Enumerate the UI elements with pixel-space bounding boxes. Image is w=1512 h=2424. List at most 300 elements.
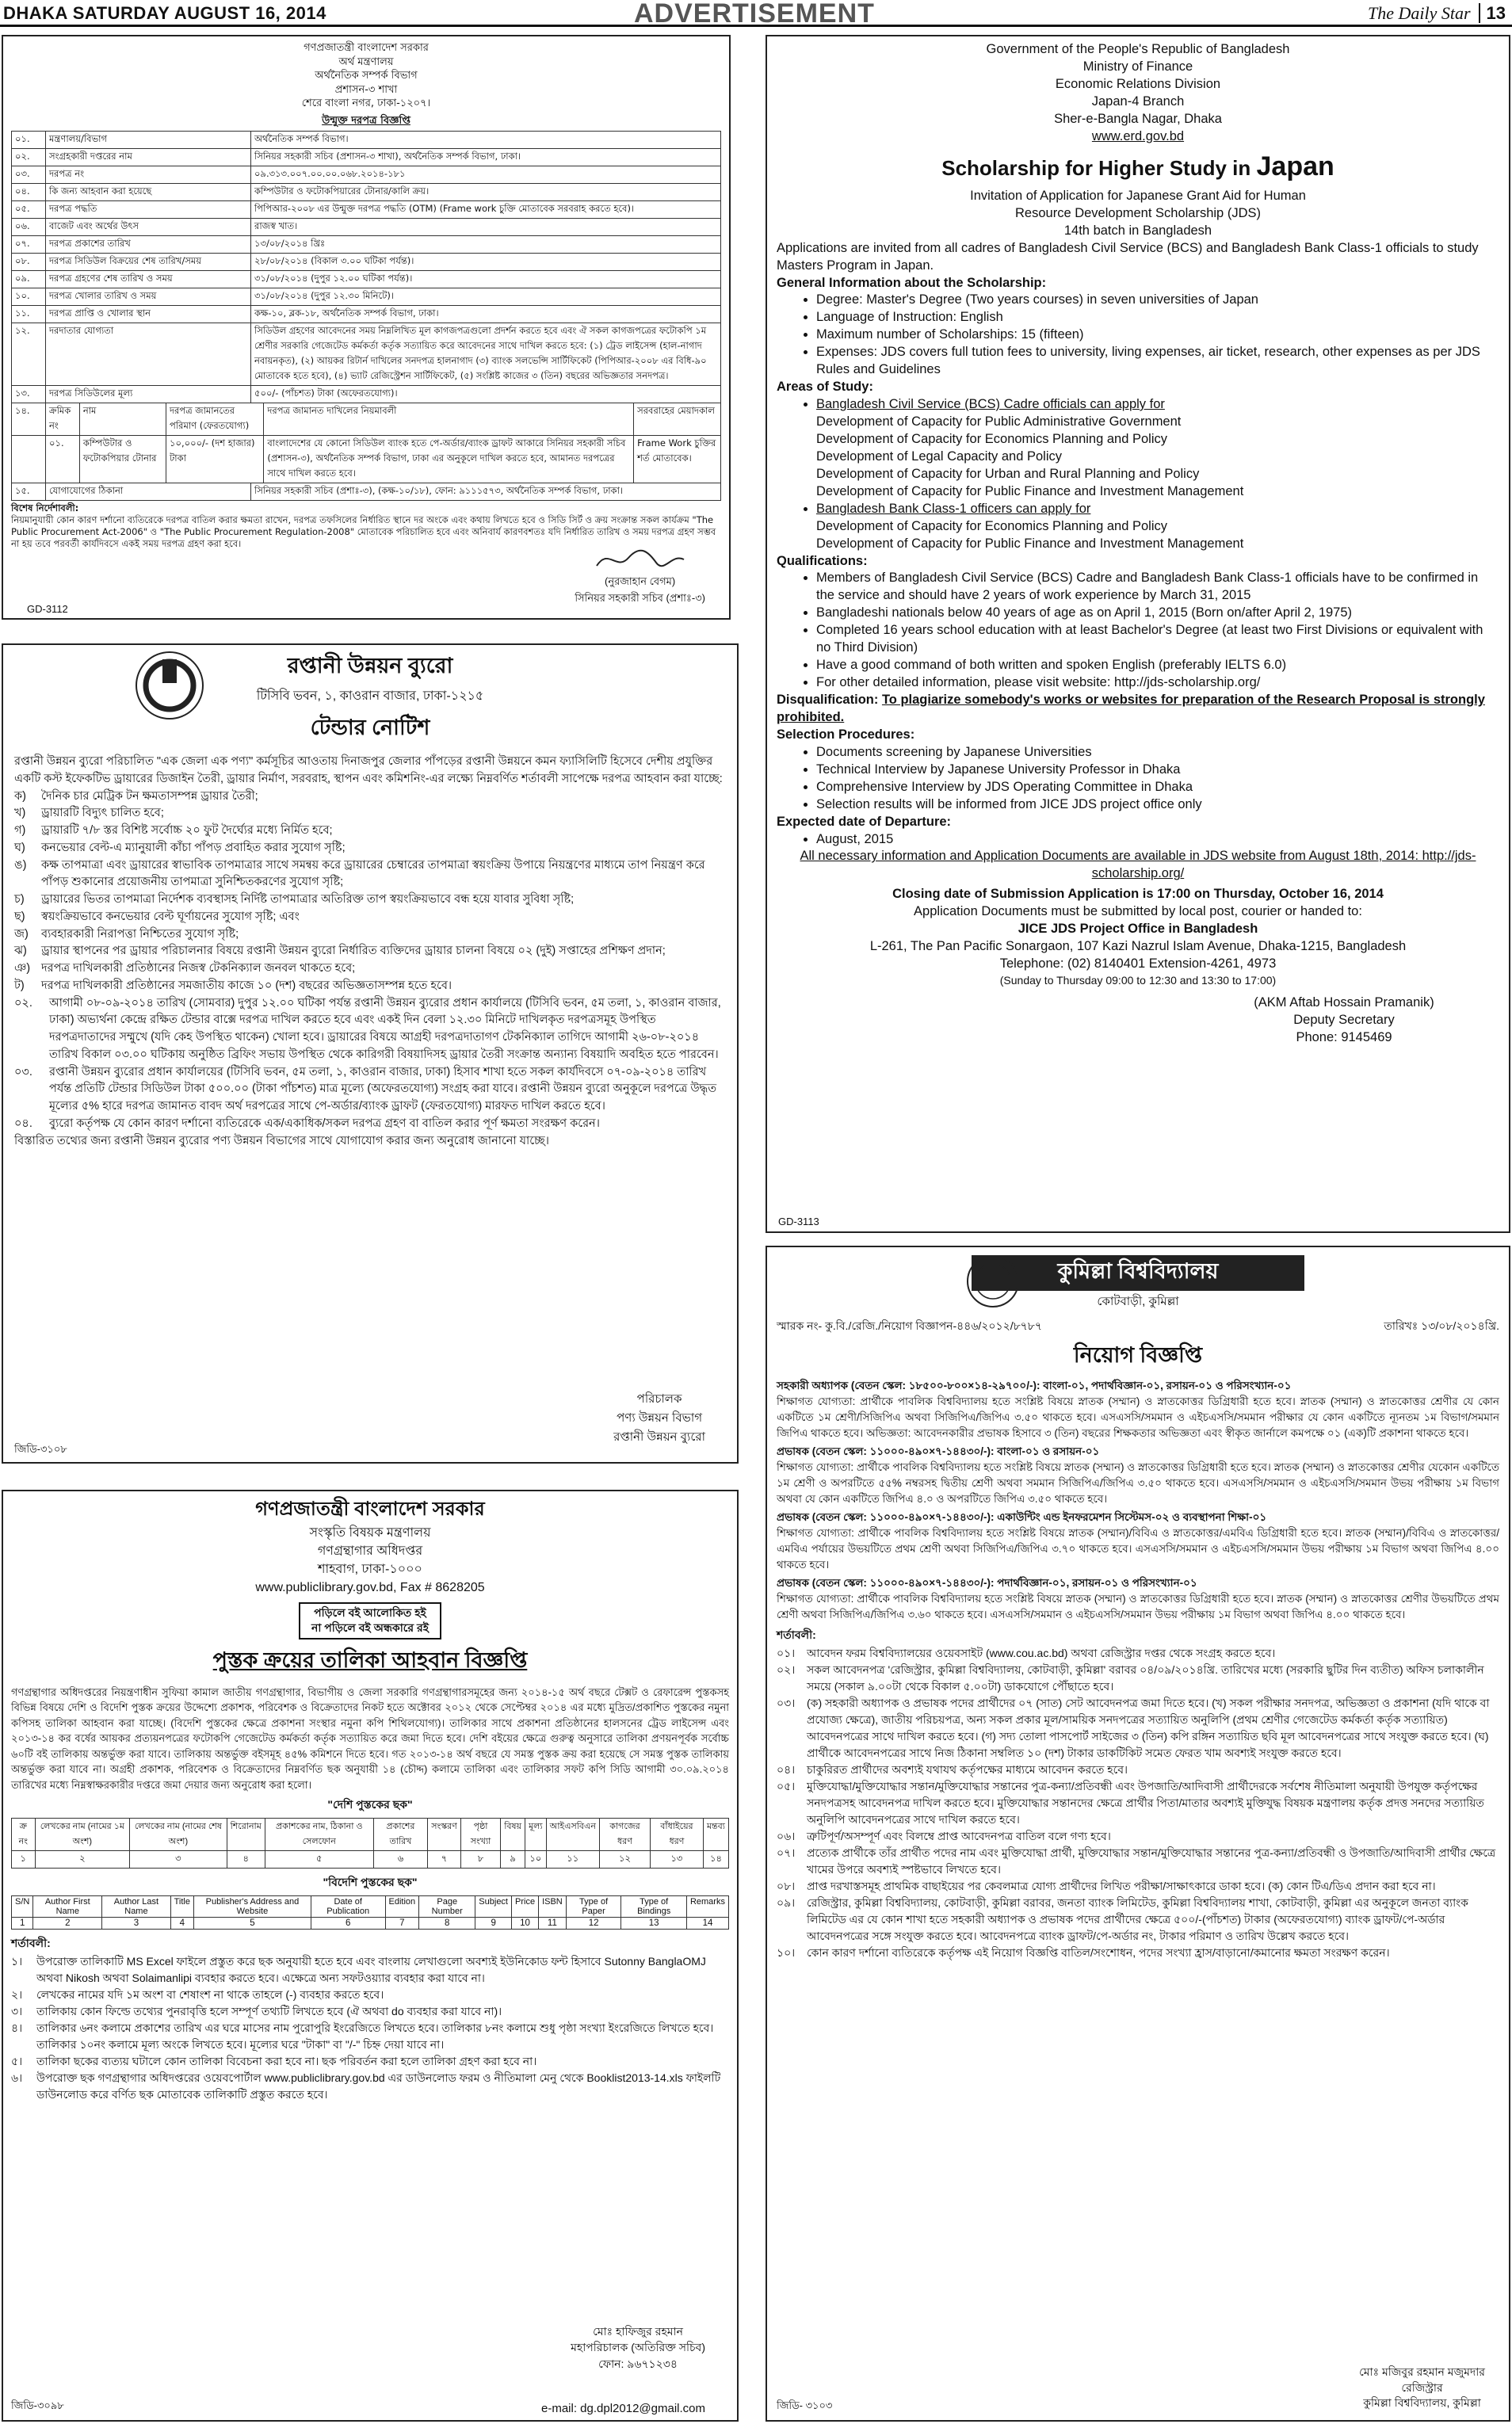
list-text: ড্রায়ারটি ৭/৮ স্তর বিশিষ্ট সর্বোচ্চ ২০ ফুট দৈর্ঘ্যের মধ্যে নির্মিত হবে; [41, 824, 333, 837]
list-item [14, 926, 726, 944]
erd-tel: Telephone: (02) 8140401 Extension-4261, 4973 [999, 956, 1277, 972]
list-item [14, 1064, 726, 1116]
column-header: Remarks [686, 1896, 728, 1918]
column-number: 4 [170, 1918, 193, 1930]
section-title: ADVERTISEMENT [634, 0, 875, 29]
erd-title-japan: Japan [1256, 151, 1334, 181]
cou-notice: নিয়োগ বিজ্ঞপ্তি [1073, 1343, 1203, 1367]
table-row [12, 288, 721, 306]
cou-memo-line [777, 1317, 1499, 1336]
table-row [12, 436, 721, 483]
column-number: ৩ [130, 1851, 227, 1869]
list-item: • Selection results will be informed from JICE JDS project office only [816, 796, 1499, 814]
erd-signer-title: Deputy Secretary [1293, 1012, 1395, 1027]
library-email[interactable]: e-mail: dg.dpl2012@gmail.com [541, 2402, 705, 2415]
row-value: পিপিআর-২০০৮ এর উন্মুক্ত দরপত্র পদ্ধতি (OTM) (Frame work চুক্তি মোতাবেক সরবরাহ করতে হবে)। [251, 201, 721, 219]
row-value: রাজস্ব খাত। [251, 219, 721, 236]
list-text: সকল আবেদনপত্র 'রেজিস্ট্রার, কুমিল্লা বিশ্ববিদ্যালয়, কোটবাড়ী, কুমিল্লা' বরাবর ০৪/০৯/২০১৪খ্রি. তারিখের মধ্যে (সরকারি ছুটির দিন ব্যতীত) অফিস চলাকালীন সময়ে (সকাল ৯.০০টা থেকে বিকাল ৫.০০টা) ডাকযোগে পৌঁছাতে হবে। [807, 1662, 1484, 1693]
list-text: ব্যুরো কর্তৃপক্ষ যে কোন কারণ দর্শানো ব্যতিরেকে এক/একাধিক/সকল দরপত্র গ্রহণ বা বাতিল করার পূর্ণ ক্ষমতা সংরক্ষণ করেন। [49, 1117, 600, 1130]
list-text: রেজিস্ট্রার, কুমিল্লা বিশ্ববিদ্যালয়, কোটবাড়ী, কুমিল্লা বরাবর, জনতা ব্যাংক লিমিটেড, কুমিল্লা বিশ্ববিদ্যালয় শাখা, কোটবাড়ী, কুমিল্লা এর অনুকূলে জনতা ব্যাংক লিমিটেড এর যে কোন শাখা হতে সহকারী অধ্যাপক ও প্রভাষক পদের প্রার্থীদের ক্ষেত্রে ৫০০/-(পাঁচশত) টাকার (অফেরতযোগ্য) ব্যাংক ড্রাফট/পে-অর্ডার আবেদনপত্রের সঙ্গে সংযুক্ত করতে হবে। আবেদনপত্রে ব্যাংক ড্রাফট/পে-অর্ডার নং, টাকার পরিমাণ ও তারিখ উল্লেখ করতে হবে। [807, 1895, 1468, 1942]
list-marker: ঞ) [14, 962, 31, 975]
column-number: ১ [12, 1851, 36, 1869]
library-slogan [11, 1602, 729, 1640]
erd-subtitle-line: Resource Development Scholarship (JDS) [1015, 205, 1261, 220]
list-marker: ০৬। [777, 1829, 796, 1842]
table-row [12, 149, 721, 166]
row-number: ০২. [12, 149, 46, 166]
row-label: দরপত্র নং [46, 166, 251, 184]
column-header: সংস্করণ [428, 1819, 461, 1851]
erd-disq-text: To plagiarize somebody's works or websites for preparation of the Research Proposal is strongly prohibited. [777, 693, 1485, 724]
list-item: Development of Capacity for Public Finance and Investment Management [816, 483, 1244, 498]
library-deshi-table [11, 1818, 729, 1869]
epb-notice: টেন্ডার নোটিশ [310, 716, 430, 739]
column-number: 14 [686, 1918, 728, 1930]
list-marker: ঘ) [14, 841, 25, 854]
column-header: S/N [12, 1896, 33, 1918]
erd-header-line: Ministry of Finance [1082, 59, 1193, 74]
cou-signature-block [1359, 2365, 1485, 2411]
column-number: ১০ [525, 1851, 547, 1869]
post-body: শিক্ষাগত যোগ্যতা: প্রার্থীকে পাবলিক বিশ্ববিদ্যালয় হতে সংশ্লিষ্ট বিষয়ে স্নাতক (সম্মান) ও স্নাতকোত্তর ডিগ্রিধারী হতে হবে। স্নাতক (সম্মান) ও স্নাতকোত্তর শ্রেণীর যেকোন একটিতে ১ম শ্রেণী ও অপরটিতে ৫৫% নম্বরসহ দ্বিতীয় শ্রেণী অথবা সমমান সিজিপিএ/জিপিএ ৩.৫০ থাকতে হবে। এসএসসি/সমমান ও এইচএসসি/সমমান উভয় পরীক্ষায় ১ম বিভাগ অথবা যে কোন একটিতে জিপিএ ৪.০ ও অপরটিতে জিপিএ ৩.৫০ থাকতে হবে। [777, 1460, 1499, 1505]
column-number: ২ [35, 1851, 130, 1869]
list-item: Development of Capacity for Public Administrative Government [816, 414, 1182, 429]
epb-signature-block [613, 1390, 705, 1447]
row-label: দরপত্র প্রকাশের তারিখ [46, 236, 251, 254]
row-number: ০৯. [12, 271, 46, 288]
list-marker: জ) [14, 927, 29, 941]
row-number: ১১. [12, 306, 46, 323]
erd-subtitle-line: 14th batch in Bangladesh [1063, 223, 1212, 238]
column-number: 12 [566, 1918, 621, 1930]
column-number: ৬ [373, 1851, 427, 1869]
list-marker: ০২. [14, 996, 32, 1010]
epb-footer: বিস্তারিত তথ্যের জন্য রপ্তানী উন্নয়ন ব্যুরোর পণ্য উন্নয়ন বিভাগের সাথে যোগাযোগ করার জন্য অনুরোধ জানানো যাচ্ছে। [14, 1134, 549, 1147]
finance-signer-title: সিনিয়র সহকারী সচিব (প্রশাঃ-৩) [575, 592, 705, 604]
erd-header-line: Government of the People's Republic of Bangladesh [986, 42, 1290, 56]
list-item [14, 788, 726, 806]
finance-contact-row [11, 483, 721, 501]
column-number: 1 [12, 1918, 33, 1930]
list-item: • Bangladeshi nationals below 40 years of age as on April 1, 2015 (Born on/after April 2, 1975) [816, 605, 1499, 622]
cou-signer-org: কুমিল্লা বিশ্ববিদ্যালয়, কুমিল্লা [1363, 2396, 1481, 2410]
list-text: প্রাপ্ত দরখাস্তসমূহ প্রাথমিক বাছাইয়ের পর কেবলমাত্র যোগ্য প্রার্থীদের লিখিত পরীক্ষা/সাক্ষাৎকারে ডাকা হবে। (ক) কোন টিএ/ডিএ প্রদান করা হবে না। [807, 1879, 1436, 1892]
erd-signature-block [1189, 994, 1499, 1047]
list-item [14, 960, 726, 978]
row-label: বাজেট এবং অর্থের উৎস [46, 219, 251, 236]
library-slogan-box [299, 1602, 441, 1640]
list-item: • Have a good command of both written and spoken English (preferably IELTS 6.0) [816, 657, 1499, 674]
table-row [12, 201, 721, 219]
finance-code: GD-3112 [27, 603, 68, 615]
erd-general-head: General Information about the Scholarship: [777, 275, 1047, 290]
list-item [777, 1778, 1499, 1828]
list-item: • Degree: Master's Degree (Two years courses) in seven universities of Japan [816, 292, 1499, 309]
library-terms-head: শর্তাবলী: [11, 1937, 51, 1950]
list-marker: ঝ) [14, 945, 27, 958]
list-marker: ০৪। [777, 1762, 796, 1776]
table-row [12, 306, 721, 323]
erd-bb-head: • Bangladesh Bank Class-1 officers can apply for [816, 501, 1499, 518]
ad-comilla-university [766, 1246, 1510, 2422]
table-row [12, 1918, 729, 1930]
cou-signer-title: রেজিস্ট্রার [1401, 2380, 1443, 2394]
row-number: ১৫. [12, 483, 46, 501]
finance-table [11, 131, 721, 403]
post-block [777, 1510, 1499, 1573]
list-text: ব্যবহারকারী নিরাপত্তা নিশ্চিতের সুযোগ সৃষ্টি; [41, 927, 239, 941]
column-header: লেখকের নাম (নামের শেষ অংশ) [130, 1819, 227, 1851]
erd-title [777, 149, 1499, 185]
list-marker: খ) [14, 807, 26, 820]
table-row [12, 184, 721, 201]
erd-bcs-items [777, 414, 1499, 501]
list-text: কনভেয়ার বেল্ট-এ ম্যানুয়ালী কাঁচা পাঁপড় প্রবাহিত করার সুযোগ সৃষ্টি; [41, 841, 346, 854]
row-number: ০৬. [12, 219, 46, 236]
list-marker: ১। [11, 1955, 23, 1968]
column-header: প্রকাশকের নাম, ঠিকানা ও সেলফোন [265, 1819, 373, 1851]
list-item [14, 891, 726, 909]
row-label: সংগ্রহকারী দপ্তরের নাম [46, 149, 251, 166]
list-item [11, 2070, 729, 2103]
column-header: Type of Paper [566, 1896, 621, 1918]
column-number: 7 [385, 1918, 419, 1930]
epb-address: টিসিবি ভবন, ১, কাওরান বাজার, ঢাকা-১২১৫ [256, 689, 484, 703]
list-item [14, 978, 726, 995]
column-number: 3 [102, 1918, 170, 1930]
erd-qual-list [777, 570, 1499, 692]
library-signature-block [571, 2323, 705, 2372]
list-item: • Members of Bangladesh Civil Service (BCS) Cadre and Bangladesh Bank Class-1 officials have to be confirmed in the service and should have 2 years of work experience by March 31, 2015 [816, 570, 1499, 605]
column-header: Title [170, 1896, 193, 1918]
list-marker: ০১। [777, 1646, 796, 1659]
table-header-row [12, 1896, 729, 1918]
list-item: • Maximum number of Scholarships: 15 (fifteen) [816, 326, 1499, 344]
erd-bcs-head: • Bangladesh Civil Service (BCS) Cadre officials can apply for [816, 396, 1499, 414]
list-text: আগামী ০৮-০৯-২০১৪ তারিখ (সোমবার) দুপুর ১২.০০ ঘটিকা পর্যন্ত রপ্তানী উন্নয়ন ব্যুরোর প্রধান কার্যালয়ে (টিসিবি ভবন, ৫ম তলা, ১, কাওরান বাজার, ঢাকা) অভ্যর্থনা কেন্দ্রে রক্ষিত টেন্ডার বাক্সে দরপত্র দাখিল করতে হবে এবং একই দিন বেলা ১২.৩০ মিনিটে দাখিলকৃত দরপত্রসমূহ উপস্থিত দরপত্রদাতাদের সম্মুখে (যদি কেহ উপস্থিত থাকেন) খোলা হবে। ড্রায়ারের বিষয়ে আগ্রহী দরপত্রদাতাগণ টেকনিক্যাল তাগিদে আগামী ২৬-০৮-২০১৪ তারিখ বিকাল ০৩.০০ ঘটিকায় অনুষ্ঠিত ব্রিফিং সভায় উপস্থিত থেকে কারিগরী বিষয়াদিসহ ড্রায়ার তৈরী সংক্রান্ত অন্যান্য বিষয়াদি অবহিত হতে পারবেন। [49, 996, 721, 1061]
list-item [14, 823, 726, 840]
column-number: ১৩ [650, 1851, 703, 1869]
column-header: মন্তব্য [703, 1819, 728, 1851]
row-value: ২৮/০৮/২০১৪ (বিকাল ৩.০০ ঘটিকা পর্যন্ত)। [251, 254, 721, 271]
erd-departure-head: Expected date of Departure: [777, 814, 952, 829]
column-number: 8 [419, 1918, 475, 1930]
finance-header [11, 41, 721, 111]
erd-bcs-list [777, 396, 1499, 414]
column-header: মূল্য [525, 1819, 547, 1851]
column-number: 11 [539, 1918, 567, 1930]
lot-header-cell: সরবরাহের মেয়াদকাল [634, 403, 721, 436]
library-header-title: গণপ্রজাতন্ত্রী বাংলাদেশ সরকার [255, 1498, 485, 1520]
row-value: কক্ষ-১০, ব্লক-১৮, অর্থনৈতিক সম্পর্ক বিভাগ, ঢাকা। [251, 306, 721, 323]
post-heading: সহকারী অধ্যাপক (বেতন স্কেল: ১৮৫০০-৮০০×১৪-২৯৭০০/-): বাংলা-০১, পদার্থবিজ্ঞান-০১, রসায়ন-০১ ও পরিসংখ্যান-০১ [777, 1380, 1292, 1391]
list-text: ড্রায়ার স্থাপনের পর ড্রায়ার পরিচালনার বিষয়ে রপ্তানী উন্নয়ন ব্যুরো নির্ধারিত ব্যক্তিদের ড্রায়ার চালনা বিষয়ে ০২ (দুই) সপ্তাহের প্রশিক্ষণ প্রদান; [41, 945, 666, 958]
column-header: লেখকের নাম (নামের ১ম অংশ) [35, 1819, 130, 1851]
list-marker: গ) [14, 824, 26, 837]
post-heading: প্রভাষক (বেতন স্কেল: ১১০০০-৪৯০×৭-১৪৪৩০/-): পদার্থবিজ্ঞান-০১, রসায়ন-০১ ও পরিসংখ্যান-০১ [777, 1576, 1197, 1589]
column-header: Type of Bindings [621, 1896, 687, 1918]
list-marker: ৫। [11, 2055, 23, 2068]
column-header: Author Last Name [102, 1896, 170, 1918]
epb-signature-line: রপ্তানী উন্নয়ন ব্যুরো [613, 1430, 705, 1444]
column-header: Edition [385, 1896, 419, 1918]
list-marker: ঙ) [14, 858, 27, 872]
erd-subtitle [777, 188, 1499, 240]
list-marker: ছ) [14, 910, 25, 923]
library-header-line: www.publiclibrary.gov.bd, Fax # 8628205 [255, 1581, 485, 1595]
list-marker: ৩। [11, 2005, 23, 2018]
column-header: আইএসবিএন [546, 1819, 599, 1851]
row-label: দরদাতার যোগ্যতা [46, 323, 251, 386]
table-row [12, 323, 721, 386]
erd-post: Application Documents must be submitted by local post, courier or handed to: [914, 904, 1362, 919]
erd-hours: (Sunday to Thursday 09:00 to 12:30 and 13:30 to 17:00) [999, 974, 1277, 987]
cou-date: তারিখঃ ১৩/০৮/২০১৪খ্রি. [1384, 1319, 1499, 1332]
post-block [777, 1575, 1499, 1623]
column-header: Subject [475, 1896, 512, 1918]
column-number: ১১ [546, 1851, 599, 1869]
post-block [777, 1444, 1499, 1507]
library-bideshi-table [11, 1895, 729, 1930]
list-marker: ৪। [11, 2021, 23, 2035]
erd-departure-list [777, 831, 1499, 849]
list-text: ড্রায়ারটি বিদ্যুৎ চালিত হবে; [41, 807, 164, 820]
list-item [14, 840, 726, 857]
signature-mark-icon [593, 544, 688, 572]
row-number: ১২. [12, 323, 46, 386]
row-label: মন্ত্রণালয়/বিভাগ [46, 132, 251, 149]
column-number: ৯ [501, 1851, 525, 1869]
list-item [777, 1662, 1499, 1695]
list-text: ত্রুটিপূর্ণ/অসম্পূর্ণ এবং বিলম্বে প্রাপ্ত আবেদনপত্র বাতিল বলে গণ্য হবে। [807, 1829, 1111, 1842]
table-row [12, 386, 721, 403]
row-label: দরপত্র সিডিউল বিক্রয়ের শেষ তারিখ/সময় [46, 254, 251, 271]
row-label: দরপত্র পদ্ধতি [46, 201, 251, 219]
table-row [12, 403, 721, 436]
row-number: ০৪. [12, 184, 46, 201]
row-value: সিনিয়র সহকারী সচিব (প্রশাঃ-৩), (কক্ষ-১০/১৮), ফোন: ৯১১১৫৭৩, অর্থনৈতিক সম্পর্ক বিভাগ, ঢাকা। [251, 483, 721, 501]
row-label: কি জন্য আহবান করা হয়েছে [46, 184, 251, 201]
erd-header-line: Sher-e-Bangla Nagar, Dhaka [1054, 111, 1222, 126]
slogan-line: পড়িলে বই আলোকিত হই [314, 1605, 426, 1619]
lot-cell: কম্পিউটার ও ফটোকপিয়ার টোনার [79, 436, 166, 483]
column-header: প্রকাশের তারিখ [373, 1819, 427, 1851]
list-text: চাকুরিরত প্রার্থীদের অবশ্যই যথাযথ কর্তৃপক্ষের মাধ্যমে আবেদন করতে হবে। [807, 1762, 1128, 1776]
erd-address: L-261, The Pan Pacific Sonargaon, 107 Kazi Nazrul Islam Avenue, Dhaka-1215, Bangladesh [869, 939, 1407, 954]
row-label: দরপত্র প্রাপ্তি ও খোলার স্থান [46, 306, 251, 323]
dateline: DHAKA SATURDAY AUGUST 16, 2014 [3, 3, 326, 23]
lot-header-cell: দরপত্র জামানত দাখিলের নিয়মাবলী [264, 403, 634, 436]
library-signer-title: মহাপরিচালক (অতিরিক্ত সচিব) [571, 2341, 705, 2354]
list-marker: ০৭। [777, 1846, 796, 1859]
list-item [777, 1945, 1499, 1961]
column-number: 5 [194, 1918, 311, 1930]
ad-epb-tender [2, 643, 739, 1464]
list-marker: চ) [14, 893, 25, 906]
row-value: ৩১/০৮/২০১৪ (দুপুর ১২.৩০ মিনিটে)। [251, 288, 721, 306]
list-marker: ০৮। [777, 1879, 796, 1892]
finance-signer: (নুরজাহান বেগম) [605, 575, 676, 587]
column-header: কাগজের ধরণ [599, 1819, 650, 1851]
post-body: শিক্ষাগত যোগ্যতা: প্রার্থীকে পাবলিক বিশ্ববিদ্যালয় হতে সংশ্লিষ্ট বিষয়ে স্নাতক (সম্মান) ও স্নাতকোত্তর ডিগ্রিধারী হতে হবে। স্নাতক (সম্মান) ও স্নাতকোত্তর শ্রেণীর উভয়টিতে প্রথম শ্রেণী অথবা সিজিপিএ/জিপিএ ৩.৬০ থাকতে হবে। এসএসসি/সমমান ও এইচএসসি/সমমান উভয় পরীক্ষায় ১ম বিভাগ অথবা জিপিএ ৪.০০ থাকতে হবে। [777, 1592, 1499, 1620]
list-item: • August, 2015 [816, 831, 1499, 849]
row-label: দরপত্র গ্রহণের শেষ তারিখ ও সময় [46, 271, 251, 288]
ad-public-library [2, 1490, 739, 2422]
erd-website-link[interactable]: www.erd.gov.bd [1091, 128, 1185, 143]
erd-phone: Phone: 9145469 [1296, 1029, 1392, 1044]
table-row [12, 132, 721, 149]
finance-header-line: অর্থনৈতিক সম্পর্ক বিভাগ [315, 70, 418, 82]
erd-docs-link[interactable]: All necessary information and Application Documents are available in JDS website from August 18th, 2014: http://jds-scholarship.org/ [800, 849, 1476, 881]
library-header [11, 1496, 729, 1598]
list-marker: ১০। [777, 1945, 796, 1959]
row-value: ৫০০/- (পাঁচশত) টাকা (অফেরতযোগ্য)। [251, 386, 721, 403]
list-item: • Language of Instruction: English [816, 309, 1499, 326]
finance-lot-table [11, 403, 721, 483]
erd-intro: Applications are invited from all cadres of Bangladesh Civil Service (BCS) and Bangladesh Bank Class-1 officials to study Masters Program in Japan. [777, 240, 1479, 273]
column-number: 13 [621, 1918, 687, 1930]
column-header: ISBN [539, 1896, 567, 1918]
row-number: ০৭. [12, 236, 46, 254]
list-item: Development of Capacity for Economics Planning and Policy [816, 431, 1167, 446]
column-header: Publisher's Address and Website [194, 1896, 311, 1918]
column-number: ১৪ [703, 1851, 728, 1869]
table-row [12, 254, 721, 271]
ad-finance-tender [2, 35, 731, 620]
list-text: ড্রায়ারের ভিতর তাপমাত্রা নির্দেশক ব্যবস্থাসহ নির্দিষ্ট তাপমাত্রার অতিরিক্ত তাপ স্বয়ংক্রিয়ভাবে বন্ধ হয়ে যাবার সুবিধা সৃষ্টি; [41, 893, 575, 906]
list-item: Development of Capacity for Public Finance and Investment Management [816, 536, 1244, 551]
library-deshi-title: "দেশি পুস্তকের ছক" [327, 1798, 413, 1811]
university-seal-icon [965, 1254, 1021, 1309]
post-heading: প্রভাষক (বেতন স্কেল: ১১০০০-৪৯০×৭-১৪৪৩০/-): একাউন্টিং এন্ড ইনফরমেশন সিস্টেমস-০২ ও ব্যবস্থাপনা শিক্ষা-০১ [777, 1510, 1267, 1523]
paper-info [1368, 3, 1506, 24]
lot-cell: ০১. [46, 436, 80, 483]
cou-title: কুমিল্লা বিশ্ববিদ্যালয় [972, 1255, 1304, 1291]
list-item [11, 2053, 729, 2070]
column-header: Price [512, 1896, 539, 1918]
column-header: Page Number [419, 1896, 475, 1918]
row-value: সিডিউল গ্রহণের আবেদনের সময় নিম্নলিখিত মূল কাগজপত্রগুলো প্রদর্শন করতে হবে এবং ঐ সকল কাগজপত্রের ফটোকপি ১ম শ্রেণীর সরকারি গেজেটেড কর্মকর্তা কর্তৃক সত্যায়িত করে আবেদনের সাথে দাখিল করতে হবে: (১) ট্রেড লাইসেন্স (হাল-নাগাদ নবায়নকৃত), (২) আয়কর রিটার্ন দাখিলের সনদপত্র হালনাগাদ (৩) ব্যাংক সলভেন্সি সার্টিফিকেট (পিপিআর-২০০৮ এর বিধি-৯০ মোতাবেক হতে হবে), (৪) ভ্যাট রেজিস্ট্রেশন সার্টিফিকেট, (৫) সংশ্লিষ্ট কাজের ৩ (তিন) বছরের অভিজ্ঞতার সনদপত্র। [251, 323, 721, 386]
list-marker: ৬। [11, 2071, 23, 2085]
row-label: দরপত্র সিডিউলের মূল্য [46, 386, 251, 403]
library-signer: মোঃ হাফিজুর রহমান [593, 2325, 683, 2338]
erd-signer: (AKM Aftab Hossain Pramanik) [1254, 994, 1434, 1010]
epb-signature-line: পণ্য উন্নয়ন বিভাগ [617, 1411, 703, 1425]
column-header: শিরোনাম [227, 1819, 265, 1851]
cou-terms-list [777, 1645, 1499, 1961]
list-item [777, 1878, 1499, 1895]
list-text: দৈনিক চার মেট্রিক টন ক্ষমতাসম্পন্ন ড্রায়ার তৈরী; [41, 789, 258, 803]
library-bideshi-title: "বিদেশি পুস্তকের ছক" [323, 1876, 418, 1889]
list-text: প্রত্যেক প্রার্থীকে তাঁর প্রার্থীত পদের নাম এবং মুক্তিযোদ্ধা প্রার্থী, মুক্তিযোদ্ধার সন্তান/মুক্তিযোদ্ধার সন্তানের পুত্র-কন্যা/প্রতিবন্ধী ও উপজাতি/আদিবাসী প্রার্থীর ক্ষেত্রে খামের উপরে অবশ্যই স্পষ্টভাবে লিখতে হবে। [807, 1846, 1496, 1876]
erd-areas-head: Areas of Study: [777, 380, 873, 395]
epb-title: রপ্তানী উন্নয়ন ব্যুরো [287, 654, 453, 678]
list-text: কোন কারণ দর্শানো ব্যতিরেকে কর্তৃপক্ষ এই নিয়োগ বিজ্ঞপ্তি বাতিল/সংশোধন, পদের সংখ্যা হ্রাস/বাড়ানো/কমানোর ক্ষমতা সংরক্ষণ করেন। [807, 1945, 1390, 1959]
library-header-line: সংস্কৃতি বিষয়ক মন্ত্রণালয় [309, 1525, 431, 1540]
list-marker: ০৩। [777, 1696, 796, 1709]
row-value: ৩১/০৮/২০১৪ (দুপুর ১২.০০ ঘটিকা পর্যন্ত)। [251, 271, 721, 288]
row-value: ১৩/০৮/২০১৪ খ্রিঃ [251, 236, 721, 254]
post-body: শিক্ষাগত যোগ্যতা: প্রার্থীকে পাবলিক বিশ্ববিদ্যালয় হতে সংশ্লিষ্ট বিষয়ে স্নাতক (সম্মান)/বিবিএ ও স্নাতকোত্তর/এমবিএ ডিগ্রিধারী হতে হবে। স্নাতক (সম্মান)/বিবিএ ও স্নাতকোত্তর/এমবিএ পর্যায়ের উভয়টিতে প্রথম শ্রেণী অথবা সিজিপিএ/জিপিএ ৩.৭০ থাকতে হবে। এসএসসি/সমমান ও এইচএসসি/সমমান উভয় পরীক্ষায় ১ম বিভাগ অথবা জিপিএ ৪.০০ থাকতে হবে। [777, 1526, 1499, 1571]
list-item [777, 1645, 1499, 1662]
list-marker: ট) [14, 979, 25, 992]
list-item: • Comprehensive Interview by JDS Operating Committee in Dhaka [816, 779, 1499, 796]
ad-erd-scholarship [766, 35, 1510, 1233]
column-number: 6 [311, 1918, 385, 1930]
list-text: (ক) সহকারী অধ্যাপক ও প্রভাষক পদের প্রার্থীদের ০৭ (সাত) সেট আবেদনপত্র জমা দিতে হবে। (খ) সকল পরীক্ষার সনদপত্র, অভিজ্ঞতা ও প্রকাশনা (যদি থাকে বা প্রযোজ্য ক্ষেত্রে), জাতীয় পরিচয়পত্র, অন্য সকল প্রকার মূল/সাময়িক সনদপত্রের সত্যায়িত অনুলিপি (প্রথম শ্রেণীর গেজেটেড কর্মকর্তা কর্তৃক সত্যায়িত) আবেদনপত্রের সাথে দাখিল করতে হবে। (গ) সদ্য তোলা পাসপোর্ট সাইজের ৩ (তিন) কপি রঙ্গিন সত্যায়িত ছবি মূল আবেদনপত্রের সাথে সংযুক্ত করতে হবে। (ঘ) প্রার্থীকে আবেদনপত্রের সাথে নিজ ঠিকানা সম্বলিত ১০ (দশ) টাকার ডাকটিকিট সমেত ফেরত খাম অবশ্যই সংযুক্ত করতে হবে। [807, 1696, 1490, 1759]
list-text: মুক্তিযোদ্ধা/মুক্তিযোদ্ধার সন্তান/মুক্তিযোদ্ধার সন্তানের পুত্র-কন্যা/প্রতিবন্ধী এবং উপজাতি/আদিবাসী প্রার্থীদেরকে সর্বশেষ নীতিমালা অনুযায়ী উপযুক্ত কর্তৃপক্ষের সনদপত্রসহ আবেদনপত্র দাখিল করতে হবে। মুক্তিযোদ্ধার সন্তানদের ক্ষেত্রে প্রার্থীর পিতা/মাতার অবশ্যই মুক্তিযুদ্ধ বিষয়ক মন্ত্রণালয় কর্তৃক প্রদত্ত সনদের সত্যায়িত অনুলিপি আবেদনপত্রের সাথে দাখিল করতে হবে। [807, 1779, 1484, 1826]
cou-terms-head: শর্তাবলী: [777, 1628, 816, 1641]
table-header-row [12, 1819, 729, 1851]
epb-clause-list [14, 995, 726, 1133]
list-item [11, 1987, 729, 2003]
list-item [11, 2003, 729, 2020]
list-text: তালিকায় কোন ফিল্ডে তথ্যের পুনরাবৃত্তি হলে সম্পূর্ণ তথ্যটি লিখতে হবে (ঐ অথবা do ব্যবহার করা যাবে না)। [36, 2005, 502, 2018]
cou-post-list [777, 1378, 1499, 1623]
row-value: অর্থনৈতিক সম্পর্ক বিভাগ। [251, 132, 721, 149]
list-item [14, 909, 726, 926]
list-item: • Expenses: JDS covers full tution fees to university, living expenses, air ticket, research, other expenses as per JDS Rules and Guidelines [816, 344, 1499, 379]
erd-title-pre: Scholarship for Higher Study in [941, 155, 1257, 180]
list-text: রপ্তানী উন্নয়ন ব্যুরোর প্রধান কার্যালয়ের (টিসিবি ভবন, ৫ম তলা, ১, কাওরান বাজার, ঢাকা) হিসাব শাখা হতে সকল কার্যদিবসে ০৭-০৯-২০১৪ তারিখ পর্যন্ত প্রতিটি টেন্ডার সিডিউল টাকা ৫০০.০০ (টাকা পাঁচশত) মাত্র মূল্যে (অফেরতযোগ্য) সংগ্রহ করা যাবে। রপ্তানী উন্নয়ন ব্যুরো অনুকূলে দরপত্রে উদ্ধৃত মূল্যের ৫% হারে দরপত্র জামানত বাবদ অর্থ দরপত্রের সাথে পে-অর্ডার/ব্যাংক ড্রাফট (ফেরতযোগ্য) মারফত দাখিল করতে হবে। [49, 1065, 717, 1113]
library-phone: ফোন: ৯৬৭১২৩৪ [598, 2357, 678, 2370]
list-text: তালিকা ছকের ব্যত্যয় ঘটালে কোন তালিকা বিবেচনা করা হবে না। ছক পরিবর্তন করা হলে তালিকা গ্রহণ করা হবে না। [36, 2055, 537, 2068]
lot-header-cell: দরপত্র জামানতের পরিমাণ (ফেরতযোগ্য) [166, 403, 264, 436]
row-number: ০১. [12, 132, 46, 149]
column-header: Date of Publication [311, 1896, 385, 1918]
row-value: ০৯.৩১৩.০০৭.০০.০০.০৬৮.২০১৪-১৮১ [251, 166, 721, 184]
column-number: 2 [33, 1918, 102, 1930]
erd-selection-head: Selection Procedures: [777, 727, 915, 742]
row-number [12, 436, 46, 483]
finance-header-line: প্রশাসন-৩ শাখা [334, 83, 398, 96]
finance-header-line: গণপ্রজাতন্ত্রী বাংলাদেশ সরকার [304, 42, 429, 54]
cou-terms [777, 1626, 1499, 1961]
finance-header-line: শেরে বাংলা নগর, ঢাকা-১২০৭। [301, 97, 431, 110]
lot-cell: ১০,০০০/- (দশ হাজার) টাকা [166, 436, 264, 483]
list-marker: ০৯। [777, 1895, 796, 1909]
list-item [14, 943, 726, 960]
list-text: স্বয়ংক্রিয়ভাবে কনভেয়ার বেল্ট ঘূর্ণায়নের সুযোগ সৃষ্টি; এবং [41, 910, 300, 923]
erd-bb-items [777, 518, 1499, 553]
erd-closing: Closing date of Submission Application is 17:00 on Thursday, October 16, 2014 [892, 887, 1384, 902]
masthead [0, 0, 1512, 27]
list-item: Development of Capacity for Urban and Rural Planning and Policy [816, 466, 1200, 481]
erd-header [777, 41, 1499, 146]
row-number: ১০. [12, 288, 46, 306]
list-marker: ক) [14, 789, 26, 803]
row-label: যোগাযোগের ঠিকানা [46, 483, 251, 501]
list-marker: ২। [11, 1988, 23, 2002]
list-item [11, 1953, 729, 1987]
list-text: কক্ষ তাপমাত্রা এবং ড্রায়ারের স্বাভাবিক তাপমাত্রার সাথে সমন্বয় করে ড্রায়ারের চেম্বারের তাপমাত্রা স্বয়ংক্রিয় উপায়ে নিয়ন্ত্রণের মাধ্যমে তাপ নিয়ন্ত্রণ করে পাঁপড় শুকানোর প্রয়োজনীয় তাপমাত্রা সুনিশ্চিতকরণের সুযোগ সৃষ্টি; [41, 858, 705, 889]
row-value: কম্পিউটার ও ফটোকপিয়ারের টোনার/কালি ক্রয়। [251, 184, 721, 201]
finance-header-line: অর্থ মন্ত্রণালয় [338, 55, 394, 68]
erd-disqualification [777, 692, 1499, 727]
post-body: শিক্ষাগত যোগ্যতা: প্রার্থীকে পাবলিক বিশ্ববিদ্যালয় হতে সংশ্লিষ্ট বিষয়ে স্নাতক (সম্মান) ও স্নাতকোত্তর ডিগ্রিধারী হতে হবে। স্নাতক (সম্মান) ও স্নাতকোত্তর শ্রেণীর যে কোন একটিতে ১ম শ্রেণী/সিজিপিএ অথবা সিজিপিএ/জিপিএ ৩.৫০ থাকতে হবে। এসএসসি/সমমান ও এইচএসসি/সমমান পরীক্ষার যে কোন একটিতে ন্যূনতম ১ম বিভাগ/সমমান জিপিএ থাকতে হবে। অভিজ্ঞতা: আবেদনকারীর প্রভাষক হিসাবে ৩ (তিন) বছরের শিক্ষকতার অভিজ্ঞতা এবং স্বীকৃত জার্নালে কমপক্ষে ০১ (এক)টি প্রকাশনা থাকতে হবে। [777, 1395, 1499, 1439]
list-item [14, 1116, 726, 1133]
list-item: • Technical Interview by Japanese University Professor in Dhaka [816, 762, 1499, 779]
table-row [12, 236, 721, 254]
epb-spec-list [14, 788, 726, 995]
list-text: লেখকের নামের যদি ১ম অংশ বা শেষাংশ না থাকে তাহলে (-) ব্যবহার করতে হবে। [36, 1988, 384, 2002]
library-header-line: শাহবাগ, ঢাকা-১০০০ [318, 1563, 422, 1577]
epb-signature-line: পরিচালক [636, 1392, 682, 1406]
column-number: ৪ [227, 1851, 265, 1869]
erd-general-list [777, 292, 1499, 379]
list-item: Development of Legal Capacity and Policy [816, 449, 1063, 464]
list-marker: ০৫। [777, 1779, 796, 1792]
